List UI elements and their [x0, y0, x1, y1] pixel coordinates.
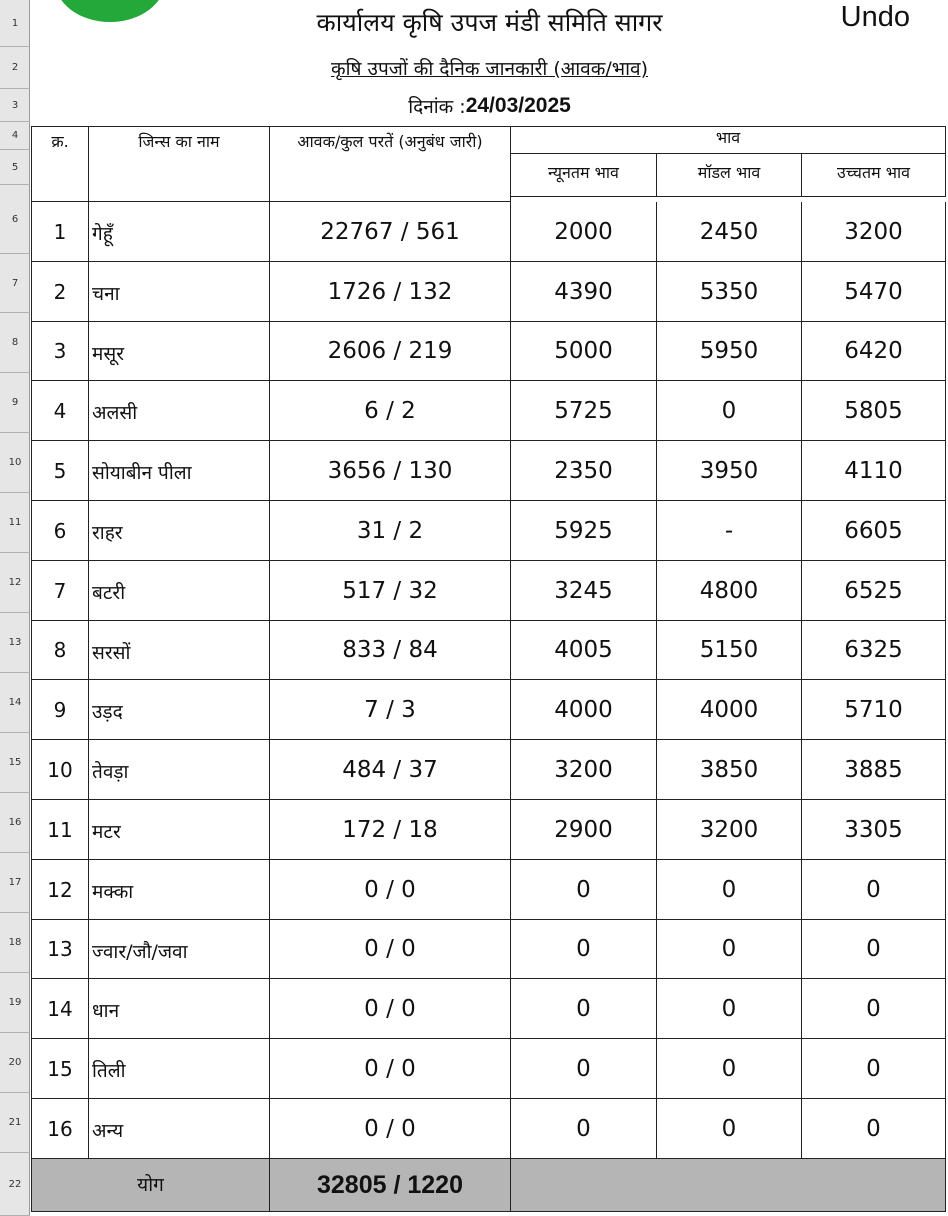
- max-price-cell[interactable]: 5710: [802, 680, 946, 740]
- modal-price-cell[interactable]: 0: [657, 920, 802, 979]
- min-price-cell[interactable]: 3245: [511, 561, 657, 621]
- row-number[interactable]: 18: [0, 913, 30, 973]
- arrivals-cell[interactable]: 517 / 32: [270, 561, 511, 621]
- max-price-cell[interactable]: 6525: [802, 561, 946, 621]
- row-number[interactable]: 6: [0, 185, 30, 254]
- arrivals-cell[interactable]: 484 / 37: [270, 740, 511, 800]
- arrivals-cell[interactable]: 22767 / 561: [270, 202, 511, 262]
- serial-cell[interactable]: 12: [31, 860, 89, 920]
- arrivals-cell[interactable]: 833 / 84: [270, 621, 511, 680]
- arrivals-cell[interactable]: 0 / 0: [270, 860, 511, 920]
- serial-cell[interactable]: 2: [31, 262, 89, 322]
- commodity-cell[interactable]: बटरी: [89, 561, 270, 621]
- commodity-cell[interactable]: उड़द: [89, 680, 270, 740]
- min-price-cell[interactable]: 2000: [511, 202, 657, 262]
- min-price-cell[interactable]: 4005: [511, 621, 657, 680]
- arrivals-cell[interactable]: 2606 / 219: [270, 322, 511, 381]
- max-price-cell[interactable]: 3305: [802, 800, 946, 860]
- col-header-max-price[interactable]: उच्चतम भाव: [802, 154, 946, 197]
- serial-cell[interactable]: 14: [31, 979, 89, 1039]
- max-price-cell[interactable]: 6605: [802, 501, 946, 561]
- modal-price-cell[interactable]: 3200: [657, 800, 802, 860]
- modal-price-cell[interactable]: 0: [657, 1099, 802, 1159]
- commodity-cell[interactable]: गेहूँ: [89, 202, 270, 262]
- row-number[interactable]: 3: [0, 89, 30, 122]
- min-price-cell[interactable]: 5725: [511, 381, 657, 441]
- arrivals-cell[interactable]: 0 / 0: [270, 979, 511, 1039]
- serial-cell[interactable]: 6: [31, 501, 89, 561]
- row-number[interactable]: 11: [0, 493, 30, 553]
- min-price-cell[interactable]: 3200: [511, 740, 657, 800]
- row-number[interactable]: 16: [0, 793, 30, 853]
- row-number[interactable]: 20: [0, 1033, 30, 1093]
- serial-cell[interactable]: 1: [31, 202, 89, 262]
- total-price-cell[interactable]: [511, 1159, 946, 1212]
- row-number[interactable]: 19: [0, 973, 30, 1033]
- row-number[interactable]: 14: [0, 673, 30, 733]
- row-number[interactable]: 7: [0, 254, 30, 313]
- max-price-cell[interactable]: 5470: [802, 262, 946, 322]
- modal-price-cell[interactable]: 4000: [657, 680, 802, 740]
- office-title: कार्यालय कृषि उपज मंडी समिति सागर: [316, 8, 663, 37]
- arrivals-cell[interactable]: 172 / 18: [270, 800, 511, 860]
- max-price-cell[interactable]: 3200: [802, 202, 946, 262]
- min-price-cell[interactable]: 0: [511, 979, 657, 1039]
- row-number[interactable]: 8: [0, 313, 30, 373]
- min-price-cell[interactable]: 0: [511, 1099, 657, 1159]
- modal-price-cell[interactable]: 3950: [657, 441, 802, 501]
- modal-price-cell[interactable]: -: [657, 501, 802, 561]
- col-header-min-price[interactable]: न्यूनतम भाव: [511, 154, 657, 197]
- serial-cell[interactable]: 9: [31, 680, 89, 740]
- row-number[interactable]: 17: [0, 853, 30, 913]
- min-price-cell[interactable]: 5000: [511, 322, 657, 381]
- max-price-cell[interactable]: 5805: [802, 381, 946, 441]
- modal-price-cell[interactable]: 5350: [657, 262, 802, 322]
- serial-cell[interactable]: 8: [31, 621, 89, 680]
- serial-cell[interactable]: 4: [31, 381, 89, 441]
- arrivals-cell[interactable]: 0 / 0: [270, 1099, 511, 1159]
- date-label: दिनांक :: [408, 96, 466, 118]
- modal-price-cell[interactable]: 0: [657, 381, 802, 441]
- row-number[interactable]: 13: [0, 613, 30, 673]
- arrivals-cell[interactable]: 1726 / 132: [270, 262, 511, 322]
- modal-price-cell[interactable]: 0: [657, 979, 802, 1039]
- commodity-cell[interactable]: राहर: [89, 501, 270, 561]
- date-value: 24/03/2025: [465, 94, 571, 117]
- modal-price-cell[interactable]: 4800: [657, 561, 802, 621]
- max-price-cell[interactable]: 6420: [802, 322, 946, 381]
- arrivals-cell[interactable]: 3656 / 130: [270, 441, 511, 501]
- serial-cell[interactable]: 15: [31, 1039, 89, 1099]
- arrivals-cell[interactable]: 31 / 2: [270, 501, 511, 561]
- total-arrivals-cell[interactable]: 32805 / 1220: [270, 1159, 511, 1212]
- serial-cell[interactable]: 5: [31, 441, 89, 501]
- serial-cell[interactable]: 10: [31, 740, 89, 800]
- modal-price-cell[interactable]: 2450: [657, 202, 802, 262]
- max-price-cell[interactable]: 6325: [802, 621, 946, 680]
- commodity-cell[interactable]: अलसी: [89, 381, 270, 441]
- max-price-cell[interactable]: 0: [802, 1039, 946, 1099]
- arrivals-cell[interactable]: 0 / 0: [270, 1039, 511, 1099]
- modal-price-cell[interactable]: 3850: [657, 740, 802, 800]
- arrivals-cell[interactable]: 6 / 2: [270, 381, 511, 441]
- serial-cell[interactable]: 3: [31, 322, 89, 381]
- arrivals-cell[interactable]: 7 / 3: [270, 680, 511, 740]
- min-price-cell[interactable]: 2900: [511, 800, 657, 860]
- row-number[interactable]: 4: [0, 122, 30, 150]
- serial-cell[interactable]: 16: [31, 1099, 89, 1159]
- row-number[interactable]: 10: [0, 433, 30, 493]
- row-number[interactable]: 21: [0, 1093, 30, 1153]
- serial-cell[interactable]: 11: [31, 800, 89, 860]
- modal-price-cell[interactable]: 0: [657, 1039, 802, 1099]
- max-price-cell[interactable]: 4110: [802, 441, 946, 501]
- col-header-serial[interactable]: क्र.: [31, 126, 89, 202]
- max-price-cell[interactable]: 0: [802, 1099, 946, 1159]
- row-number-gutter: [0, 0, 30, 1216]
- commodity-cell[interactable]: सरसों: [89, 621, 270, 680]
- row-number[interactable]: 5: [0, 150, 30, 185]
- commodity-cell[interactable]: मक्का: [89, 860, 270, 920]
- total-label-cell[interactable]: योग: [31, 1159, 270, 1212]
- modal-price-cell[interactable]: 5150: [657, 621, 802, 680]
- min-price-cell[interactable]: 4000: [511, 680, 657, 740]
- min-price-cell[interactable]: 0: [511, 920, 657, 979]
- commodity-cell[interactable]: सोयाबीन पीला: [89, 441, 270, 501]
- row-number[interactable]: 15: [0, 733, 30, 793]
- serial-cell[interactable]: 7: [31, 561, 89, 621]
- min-price-cell[interactable]: 0: [511, 1039, 657, 1099]
- report-date: [31, 90, 948, 122]
- commodity-cell[interactable]: चना: [89, 262, 270, 322]
- max-price-cell[interactable]: 0: [802, 979, 946, 1039]
- modal-price-cell[interactable]: 0: [657, 860, 802, 920]
- undo-button[interactable]: Undo: [840, 0, 910, 33]
- col-header-price-group[interactable]: भाव: [511, 126, 946, 154]
- commodity-cell[interactable]: तिली: [89, 1039, 270, 1099]
- row-number[interactable]: 2: [0, 47, 30, 89]
- modal-price-cell[interactable]: 5950: [657, 322, 802, 381]
- row-number[interactable]: 1: [0, 0, 30, 47]
- commodity-cell[interactable]: मटर: [89, 800, 270, 860]
- report-subtitle: कृषि उपजों की दैनिक जानकारी (आवक/भाव): [331, 58, 648, 80]
- min-price-cell[interactable]: 5925: [511, 501, 657, 561]
- min-price-cell[interactable]: 2350: [511, 441, 657, 501]
- commodity-cell[interactable]: तेवड़ा: [89, 740, 270, 800]
- serial-cell[interactable]: 13: [31, 920, 89, 979]
- col-header-modal-price[interactable]: मॉडल भाव: [657, 154, 802, 197]
- min-price-cell[interactable]: 0: [511, 860, 657, 920]
- commodity-cell[interactable]: अन्य: [89, 1099, 270, 1159]
- commodity-cell[interactable]: मसूर: [89, 322, 270, 381]
- col-header-commodity[interactable]: जिन्स का नाम: [89, 126, 270, 202]
- min-price-cell[interactable]: 4390: [511, 262, 657, 322]
- max-price-cell[interactable]: 0: [802, 860, 946, 920]
- max-price-cell[interactable]: 3885: [802, 740, 946, 800]
- row-number[interactable]: 22: [0, 1153, 30, 1216]
- arrivals-cell[interactable]: 0 / 0: [270, 920, 511, 979]
- commodity-cell[interactable]: धान: [89, 979, 270, 1039]
- row-number[interactable]: 12: [0, 553, 30, 613]
- row-number[interactable]: 9: [0, 373, 30, 433]
- commodity-cell[interactable]: ज्वार/जौ/जवा: [89, 920, 270, 979]
- col-header-arrivals[interactable]: आवक/कुल परतें (अनुबंध जारी): [270, 126, 511, 202]
- max-price-cell[interactable]: 0: [802, 920, 946, 979]
